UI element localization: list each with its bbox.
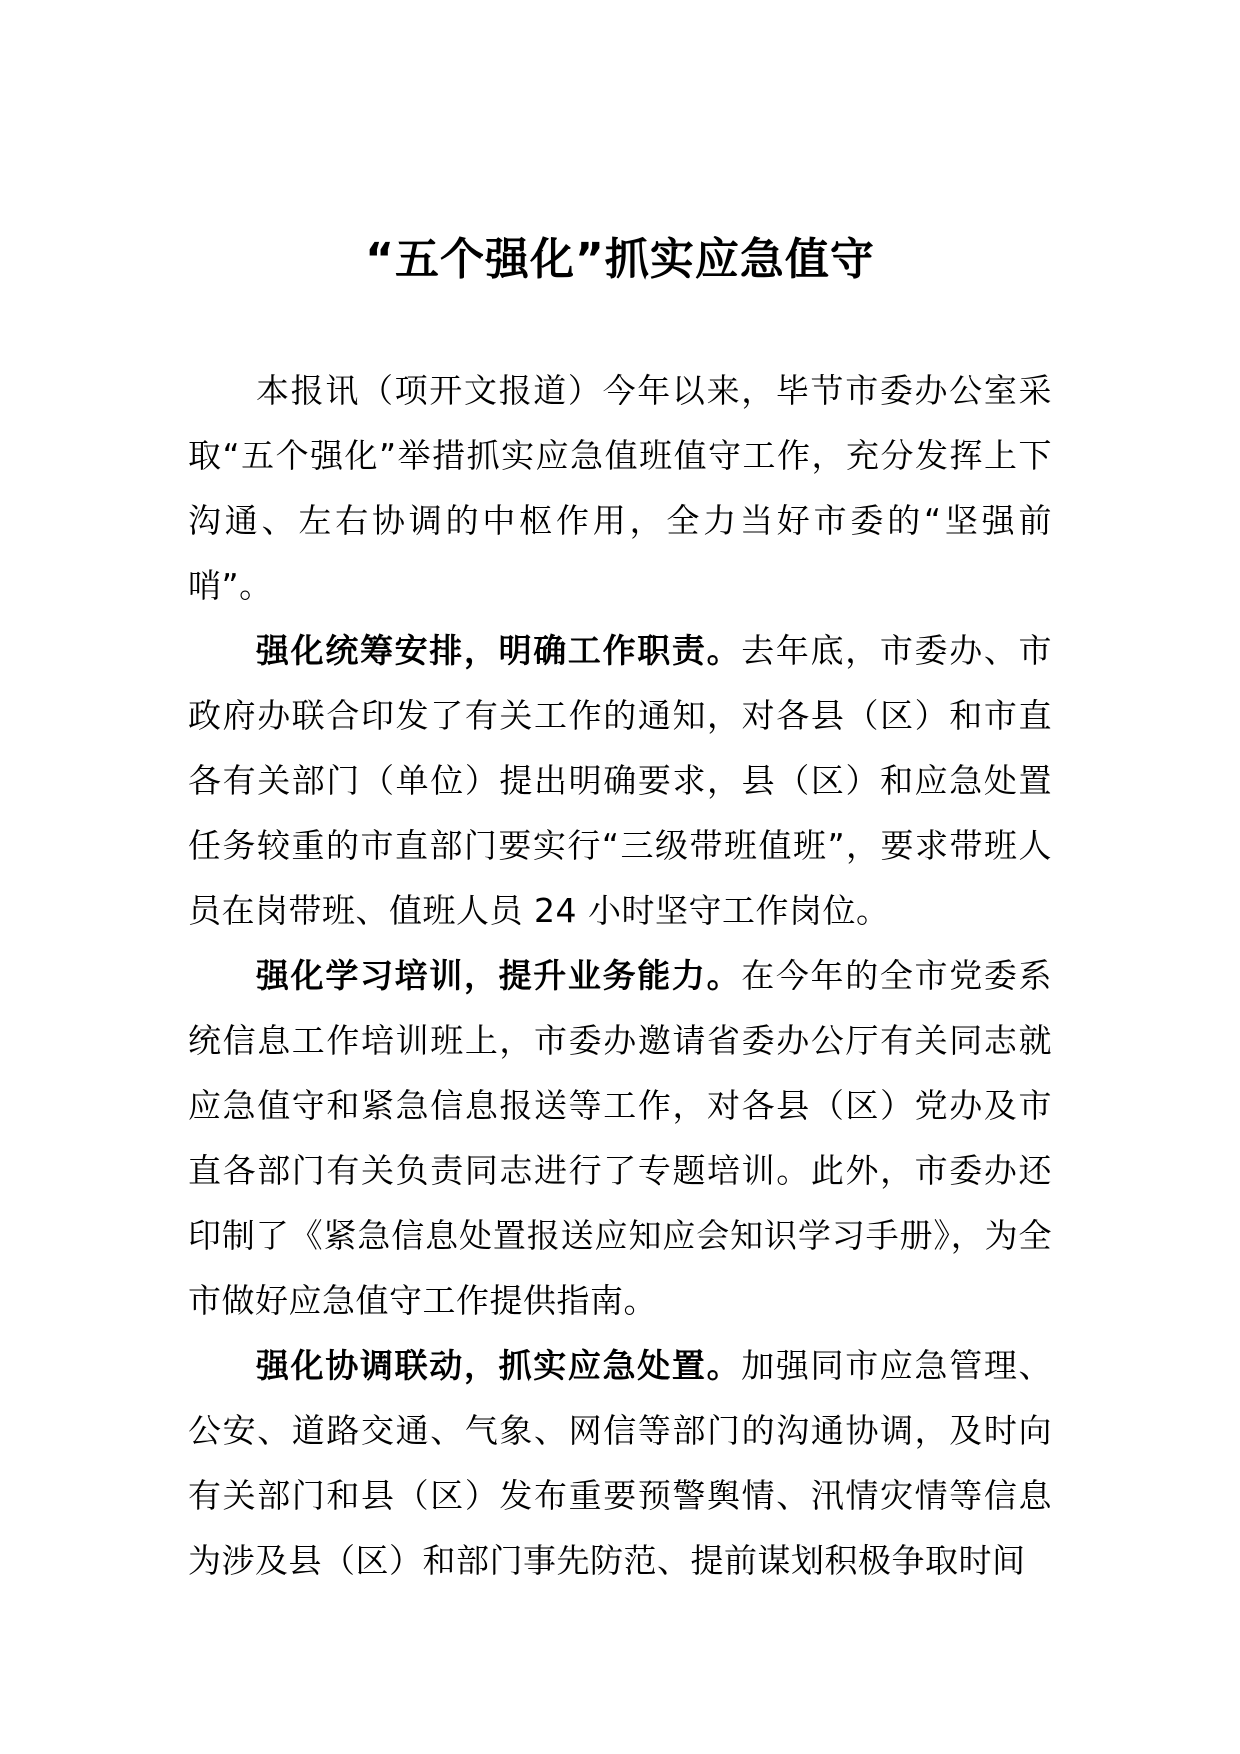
document-title: “五个强化”抓实应急值守 (365, 234, 875, 285)
paragraph-lead: 强化学习培训，提升业务能力。 (256, 956, 742, 995)
paragraph-text: 本报讯（项开文报道）今年以来，毕节市委办公室采取“五个强化”举措抓实应急值班值守工作，充分发挥上下沟通、左右协调的中枢作用，全力当好市委的“坚强前哨”。 (188, 371, 1052, 605)
paragraph-coordination (188, 1333, 1052, 1593)
paragraph-text: 在今年的全市党委系统信息工作培训班上，市委办邀请省委办公厅有关同志就应急值守和紧急信息报送等工作，对各县（区）党办及市直各部门有关负责同志进行了专题培训。此外，市委办还印制了《紧急信息处置报送应知应会知识学习手册》，为全市做好应急值守工作提供指南。 (188, 956, 1053, 1320)
paragraph-training (188, 943, 1052, 1333)
document-body (188, 358, 1052, 1593)
paragraph-intro (188, 358, 1052, 618)
paragraph-text: 加强同市应急管理、公安、道路交通、气象、网信等部门的沟通协调，及时向有关部门和县（区）发布重要预警舆情、汛情灾情等信息为涉及县（区）和部门事先防范、提前谋划积极争取时间 (188, 1346, 1053, 1580)
paragraph-lead: 强化协调联动，抓实应急处置。 (256, 1346, 742, 1385)
paragraph-lead: 强化统筹安排，明确工作职责。 (256, 631, 742, 670)
paragraph-planning (188, 618, 1052, 943)
paragraph-text: 去年底，市委办、市政府办联合印发了有关工作的通知，对各县（区）和市直各有关部门（单位）提出明确要求，县（区）和应急处置任务较重的市直部门要实行“三级带班值班”，要求带班人员在岗带班、值班人员 24 小时坚守工作岗位。 (188, 631, 1053, 930)
